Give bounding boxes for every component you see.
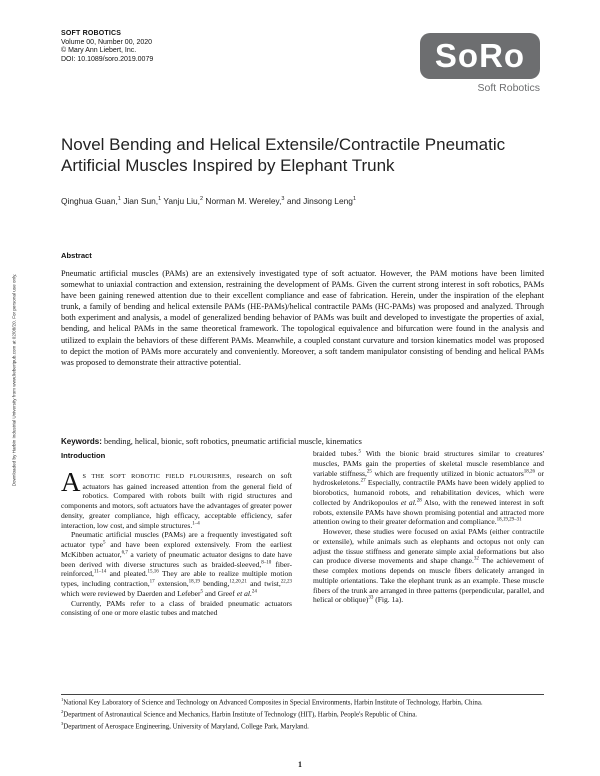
text-run: braided tubes. <box>313 449 359 458</box>
page-number: 1 <box>298 760 302 769</box>
et-al: et al. <box>400 497 417 507</box>
author-name: Qinghua Guan, <box>61 196 118 206</box>
citation[interactable]: 24 <box>251 589 257 595</box>
text-run: and Greef <box>203 588 237 598</box>
citation[interactable]: 25 <box>366 468 372 474</box>
logo-subtitle: Soft Robotics <box>477 82 540 94</box>
introduction-heading: Introduction <box>61 451 106 460</box>
footnote-mark: 1 <box>61 697 64 702</box>
citation[interactable]: 5 <box>358 449 361 455</box>
footnote-text: National Key Laboratory of Science and Technology on Advanced Composites in Special Environments, Harbin Institute of Technology, Harbin, China. <box>63 699 483 707</box>
author-list <box>61 196 356 206</box>
keywords-label: Keywords: <box>61 437 102 446</box>
footnote <box>61 696 544 708</box>
citation[interactable]: 33 <box>368 595 374 601</box>
text-run: and have been explored extensively. From the earliest McKibben actuator, <box>61 540 293 559</box>
journal-copyright: © Mary Ann Liebert, Inc. <box>61 47 137 55</box>
text-run: which are frequently utilized in bionic actuators <box>371 468 524 478</box>
citation[interactable]: 18,26 <box>523 468 536 474</box>
logo-mark-text: SoRo <box>434 37 526 74</box>
text-run: Especially, contractile PAMs have been widely applied to biorobotics, humanoid robots, and rehabilitation devices, which were collected by Andrikopoulos <box>313 478 544 507</box>
text-run: They are able to realize multiple motion types, including contraction, <box>61 569 292 588</box>
text-run: Pneumatic artificial muscles (PAMs) are a frequently investigated soft actuator type <box>61 530 292 549</box>
text-run: Also, with the renewed interest in soft robots, extensile PAMs have shown promising potential and attracted more attention owing to their greater deformation and compliance. <box>313 497 544 527</box>
intro-paragraph: Currently, PAMs refer to a class of braided pneumatic actuators consisting of one or more elastic tubes and matched <box>61 598 292 618</box>
text-run: and pleated. <box>106 569 148 579</box>
citation[interactable]: 6,7 <box>121 550 128 556</box>
text-run: a variety of pneumatic actuator designs to date have been derived with diverse structures such as braided-sleeved, <box>61 549 292 569</box>
footnote-mark: 3 <box>61 720 64 726</box>
keywords <box>61 437 544 446</box>
affiliation-footnotes <box>61 696 544 732</box>
citation[interactable]: 22,23 <box>280 579 293 585</box>
drop-cap: A <box>61 466 81 497</box>
text-run: research on soft actuators has gained increased attention from the general field of robotics. Compared with robots built with rigid structures and components and motors, soft actuators have the advantages of greater power density, greater compliance, high efficacy, acceptable efficiency, safer interaction, low cost, and simple structures. <box>61 470 292 530</box>
citation[interactable]: 15,16 <box>147 569 159 575</box>
abstract-heading: Abstract <box>61 251 92 260</box>
keywords-text: bending, helical, bionic, soft robotics, pneumatic artificial muscle, kinematics <box>103 437 362 446</box>
footnote-mark: 2 <box>61 708 64 714</box>
text-run: bending, <box>199 579 230 588</box>
citation[interactable]: 32 <box>473 556 479 562</box>
footnote-text: Department of Aerospace Engineering, University of Maryland, College Park, Maryland. <box>63 723 309 731</box>
text-run: or hydroskeletons. <box>313 468 544 488</box>
citation[interactable]: 8–10 <box>261 559 272 565</box>
citation[interactable]: 27 <box>360 478 366 484</box>
text-run: However, these studies were focused on axial PAMs (either contractile or extensile), while animals such as elephants and octopus not only can adjust the tissue stiffness and generate simple axial deformations but also can produce diverse movements and shape change. <box>313 527 544 566</box>
text-run: (Fig. 1a). <box>373 595 404 605</box>
author-affiliation: 1 <box>117 196 121 203</box>
soro-logo <box>420 33 542 95</box>
citation[interactable]: 11–14 <box>93 569 107 575</box>
author-name: Norman M. Wereley, <box>205 196 282 206</box>
download-notice <box>8 200 20 560</box>
intro-paragraph <box>313 449 544 527</box>
text-run: extension, <box>154 579 189 588</box>
journal-name: SOFT ROBOTICS <box>61 30 122 37</box>
citation[interactable]: 18,19 <box>188 579 200 585</box>
intro-paragraph <box>61 466 292 531</box>
intro-paragraph <box>61 530 292 598</box>
journal-info <box>61 30 153 64</box>
footnote-divider <box>61 694 544 695</box>
footnote <box>61 720 544 732</box>
author-affiliation: 1 <box>352 196 356 203</box>
journal-doi[interactable]: DOI: 10.1089/soro.2019.0079 <box>61 55 154 63</box>
lead-in: S THE SOFT ROBOTIC FIELD FLOURISHES, <box>82 472 232 480</box>
author-affiliation: 1 <box>158 196 162 203</box>
author-affiliation: 2 <box>200 196 204 203</box>
author-name: Yanju Liu, <box>163 196 201 206</box>
footnote <box>61 708 544 720</box>
intro-paragraph <box>313 527 544 605</box>
article-title: Novel Bending and Helical Extensile/Contractile Pneumatic Artificial Muscles Inspired by Elephant Trunk <box>61 135 506 175</box>
citation[interactable]: 5 <box>103 540 106 546</box>
right-column <box>313 449 544 605</box>
text-run: which were reviewed by Daerden and Lefeber <box>61 588 201 598</box>
citation[interactable]: 5 <box>200 589 204 595</box>
text-run: The achievement of these complex motions depends on muscle fibers delicately arranged in multiple orientations. Take the elephant trunk as an example. These muscle fibers of the trunk are arranged in three patterns (perpendicular, parallel, and helical or oblique) <box>313 556 544 605</box>
footnote-text: Department of Astronautical Science and Mechanics, Harbin Institute of Technology (HIT), Harbin, People's Republic of China. <box>63 711 417 719</box>
citation[interactable]: 12,20,21 <box>229 579 247 585</box>
author-affiliation: 3 <box>281 196 285 203</box>
citation[interactable]: 28 <box>416 498 422 504</box>
text-run: and twist, <box>246 579 281 588</box>
text-run: fiber-reinforced, <box>61 559 292 579</box>
citation[interactable]: 1–4 <box>192 520 200 526</box>
et-al: et al. <box>236 588 252 598</box>
citation[interactable]: 18,19,29–31 <box>496 517 522 523</box>
left-column <box>61 451 292 618</box>
author-name: and Jinsong Leng <box>286 196 353 206</box>
download-notice-text: Downloaded by Harbin Industrial University from www.liebertpub.com at 02/08/20. For personal use only. <box>11 273 17 487</box>
abstract-text: Pneumatic artificial muscles (PAMs) are an extensively investigated type of soft actuator. However, the PAM motions have been limited somewhat to uniaxial contraction and extension, restraining the development of PAMs. Given the current strong interest in soft robotics, PAMs have been gaining renewed attention due to their excellent compliance and ease of fabrication. Herein, under the inspiration of the elephant trunk, a family of bending and helical extensile PAMs (HE-PAMs)/helical contractile PAMs (HC-PAMs) was proposed and analyzed. Through both experiment and analysis, a model of generalized bending behavior of PAMs was built and developed to investigate the properties of axial, bending, and helical PAMs in the same theoretical framework. The topological equivalence and bifurcation were found in the analysis and utilized to explain the behaviors of these different PAMs. Meanwhile, a coupled constant curvature and torsion kinematics model was proposed to depict the motion of PAMs more accurately and conveniently. Moreover, a soft tandem manipulator consisting of bending and helical PAMs was proposed to demonstrate their attractive potential. <box>61 269 544 367</box>
text-run: With the bionic braid structures similar to creatures' muscles, PAMs gain the properties of skeletal muscle resemblance and variable stiffness, <box>313 449 544 478</box>
soro-logo-mark <box>420 33 540 79</box>
citation[interactable]: 17 <box>149 579 155 585</box>
journal-volume: Volume 00, Number 00, 2020 <box>61 38 153 46</box>
author-name: Jian Sun, <box>123 196 159 206</box>
